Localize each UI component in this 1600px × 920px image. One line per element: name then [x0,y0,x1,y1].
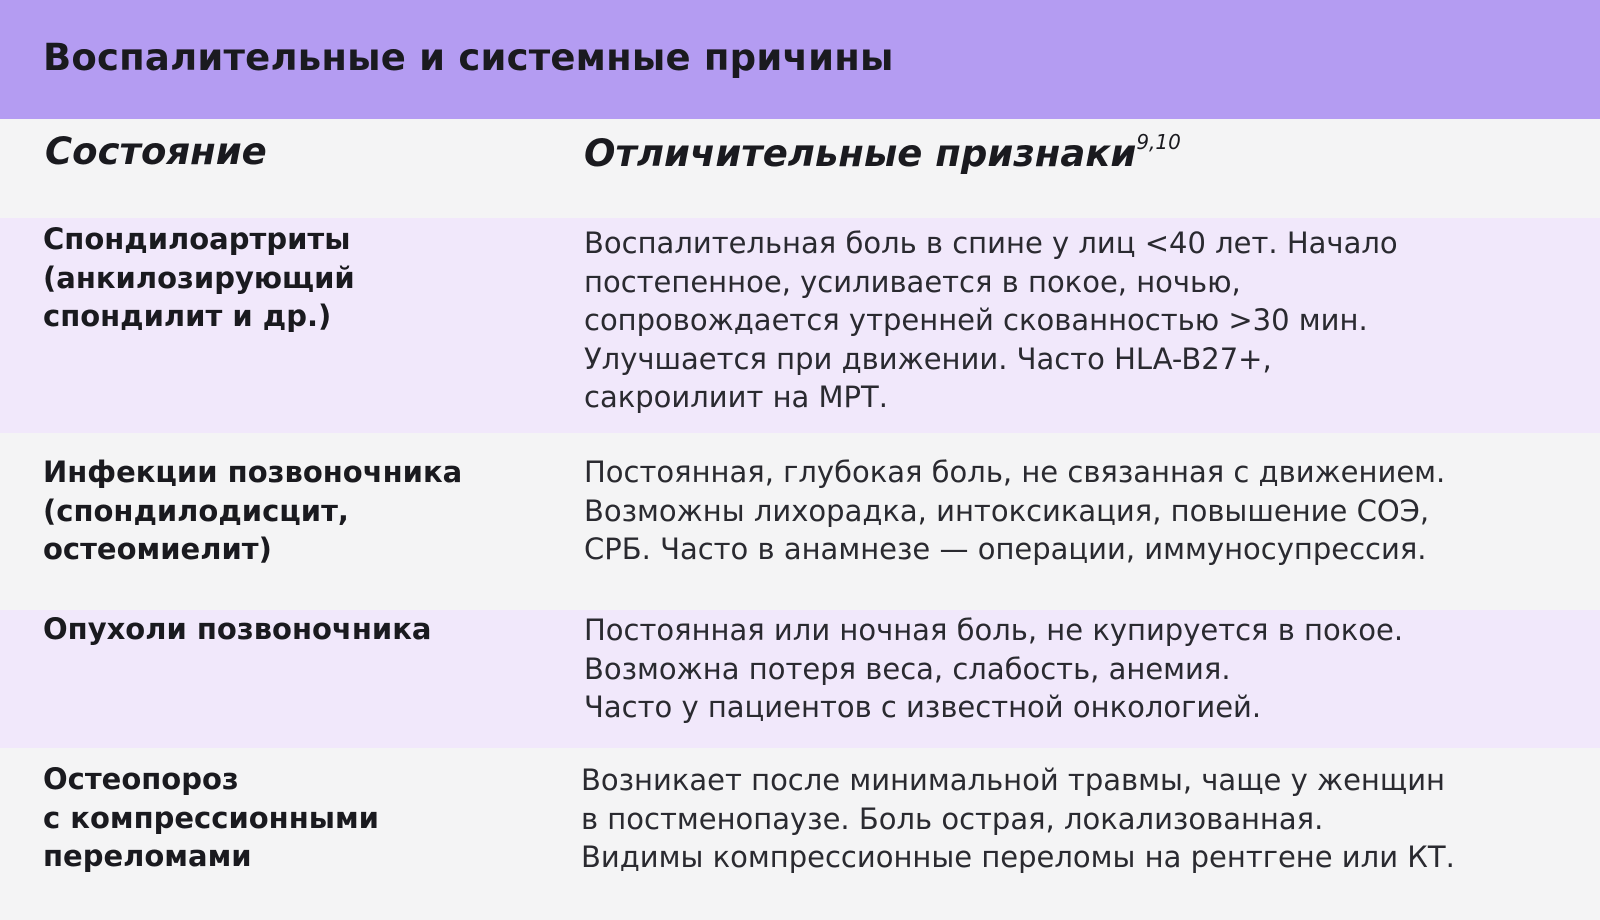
features-line: СРБ. Часто в анамнезе — операции, иммуносупрессия. [584,532,1427,566]
condition-cell [43,220,563,336]
features-line: сопровождается утренней скованностью >30 мин. [584,303,1368,337]
condition-line: Остеопороз [43,762,239,796]
features-line: сакроилиит на МРТ. [584,380,888,414]
features-line: Возникает после минимальной травмы, чаще у женщин [581,763,1446,797]
condition-line: (спондилодисцит, [43,493,349,528]
header-features-footnote: 9,10 [1136,129,1181,154]
condition-line: (анкилозирующий [43,260,355,295]
features-line: Возможна потеря веса, слабость, анемия. [584,651,1231,686]
features-line: Постоянная или ночная боль, не купируется в покое. [584,613,1404,647]
features-cell [584,224,1584,417]
header-features-label: Отличительные признаки [584,132,1137,175]
table-row [0,610,1600,748]
header-condition-label: Состояние [45,130,267,173]
features-line: постепенное, усиливается в покое, ночью, [584,264,1241,299]
condition-line: Инфекции позвоночника [43,455,463,489]
page-title: Воспалительные и системные причины [43,36,894,79]
features-line: Видимы компрессионные переломы на рентгене или КТ. [581,840,1455,874]
features-cell [581,761,1581,877]
condition-line: Спондилоартриты [43,222,351,256]
features-cell [584,611,1584,727]
condition-line: переломами [43,839,252,873]
features-line: Часто у пациентов с известной онкологией. [584,690,1262,724]
condition-cell [43,610,563,649]
features-cell [584,453,1584,569]
header-features [584,129,1181,175]
features-line: Постоянная, глубокая боль, не связанная с движением. [584,455,1446,489]
condition-line: с компрессионными [43,800,380,835]
condition-cell [43,453,563,569]
features-line: в постменопаузе. Боль острая, локализованная. [581,801,1324,836]
features-line: Возможны лихорадка, интоксикация, повышение СОЭ, [584,493,1430,528]
features-line: Улучшается при движении. Часто HLA-B27+, [584,341,1272,376]
condition-line: Опухоли позвоночника [43,612,432,646]
condition-cell [43,760,563,876]
table-header-row [0,119,1600,218]
header-condition [45,130,267,173]
table-row [0,748,1600,920]
table-row [0,218,1600,433]
condition-line: остеомиелит) [43,532,272,566]
title-bar [0,0,1600,119]
condition-line: спондилит и др.) [43,299,332,333]
table-row [0,433,1600,610]
features-line: Воспалительная боль в спине у лиц <40 лет. Начало [584,226,1398,260]
